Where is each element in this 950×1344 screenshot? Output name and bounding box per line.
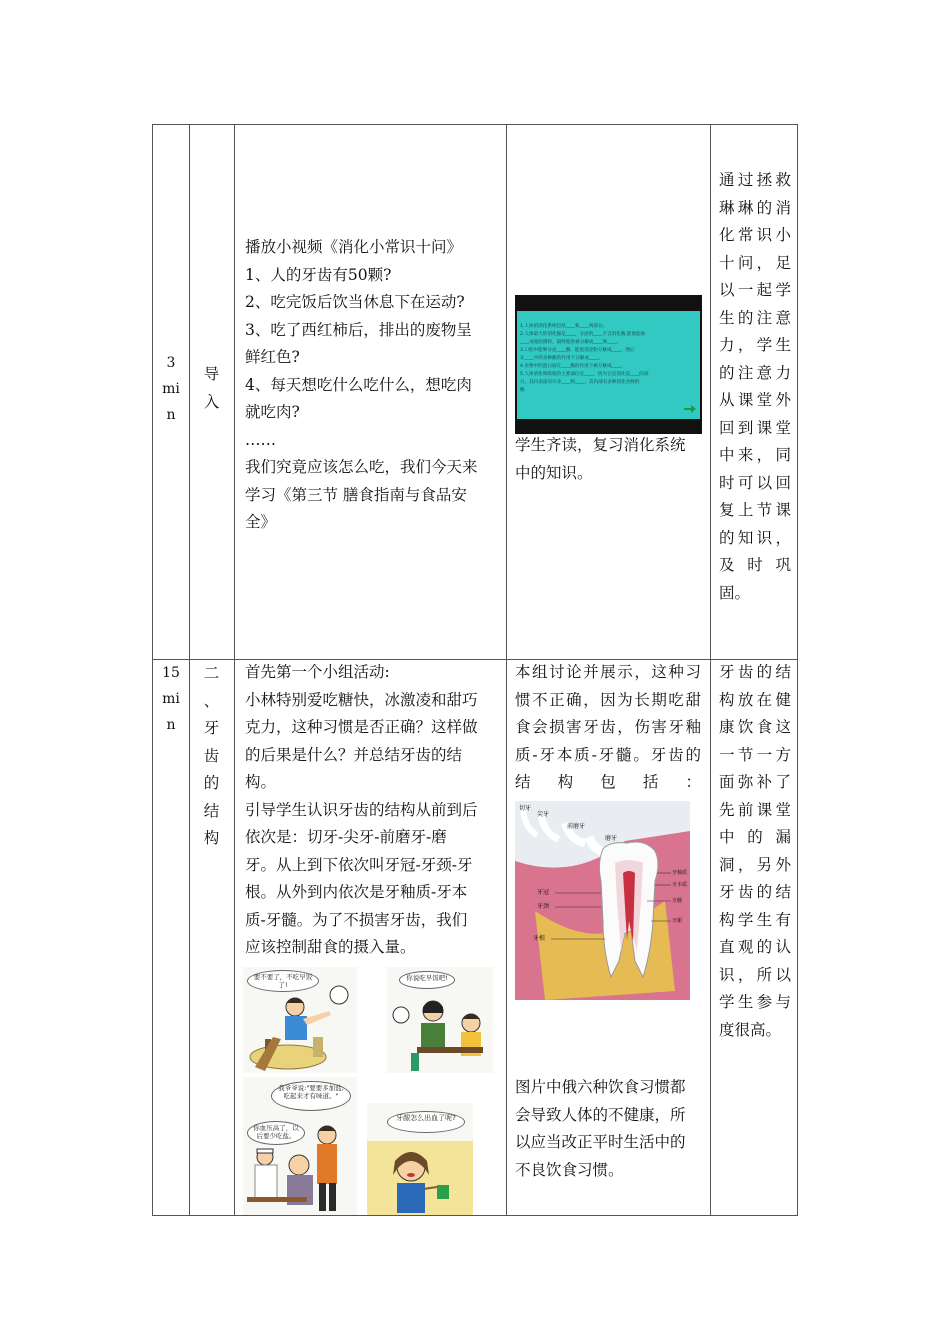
- row1-teacher-cell: [245, 234, 507, 537]
- intent-line: 琳琳的消: [719, 198, 791, 217]
- student-line: 食会损害牙齿，伤害牙釉: [515, 718, 701, 736]
- column-divider: [234, 125, 235, 1215]
- review-slide-image: [515, 295, 702, 434]
- tooth-label: 牙釉质: [672, 870, 688, 876]
- intent-line: 固。: [719, 583, 751, 602]
- time-text: mi: [162, 381, 180, 397]
- intent-line: 生的注意: [719, 308, 791, 327]
- student-line: 学生齐读，复习消化系统: [515, 436, 686, 454]
- tooth-label: 牙本质: [672, 882, 688, 888]
- intent-line: 构学生有: [719, 910, 791, 929]
- step-text: 入: [203, 392, 220, 411]
- tooth-label: 切牙: [519, 805, 532, 812]
- speech-bubble: 我爷爷说:"要要多加盐,吃起来才有味道。": [271, 1081, 351, 1111]
- teacher-line: 全》: [245, 513, 277, 531]
- intent-line: 牙齿的结: [719, 883, 791, 901]
- tooth-label: 牙颈: [537, 903, 550, 910]
- tooth-label: 牙髓: [672, 898, 683, 904]
- time-text: mi: [162, 691, 180, 707]
- row2-time-cell: [153, 660, 189, 738]
- row2-student-cell: [515, 659, 701, 797]
- teacher-line: 2、吃完饭后饮当休息下在运动?: [245, 293, 465, 311]
- cartoon-eat-breakfast: [387, 967, 493, 1073]
- speech-bubble: 你血压高了，以后要少吃盐。: [247, 1121, 305, 1145]
- cartoon-bleeding-gums: [367, 1103, 473, 1215]
- teacher-line: 构。: [245, 773, 277, 791]
- time-text: 15: [162, 665, 180, 681]
- student-line: 结 构 包 括 ：: [515, 773, 701, 791]
- slide-line: 3.口腔中能够分泌____酶，能促进淀粉分解成____，然后: [520, 348, 635, 353]
- step-text: 、: [203, 691, 220, 710]
- row2-intent-cell: [719, 659, 791, 1044]
- teacher-line: 的后果是什么？并总结牙齿的结: [245, 745, 463, 764]
- intent-line: 中 的 漏: [719, 828, 791, 846]
- intent-line: 一节一方: [719, 745, 791, 764]
- teacher-line: 4、每天想吃什么吃什么，想吃肉: [245, 375, 472, 394]
- step-text: 牙: [203, 719, 220, 737]
- slide-line: ____成脂肪微粒，最终脂肪被分解成____和____。: [520, 340, 622, 345]
- student-line: 惯不正确，因为长期吃甜: [515, 690, 701, 709]
- step-text: 齿: [203, 746, 220, 765]
- teacher-line: 引导学生认识牙齿的结构从前到后: [245, 800, 478, 819]
- slide-line: 5.人体消化和吸收的主要部位是____，因为它是消化道____的部: [520, 372, 649, 377]
- cartoon-figures-icon: [367, 1103, 473, 1215]
- intent-line: 以一起学: [719, 281, 791, 299]
- intent-line: 力，学生: [719, 336, 791, 354]
- teacher-line: 鲜红色?: [245, 348, 300, 366]
- next-arrow-icon: [684, 405, 696, 413]
- teacher-line: 应该控制甜食的摄入量。: [245, 938, 416, 956]
- intent-line: 康饮食这: [719, 718, 791, 736]
- student-line: 中的知识。: [515, 463, 593, 482]
- intent-line: 洞，另外: [719, 855, 791, 874]
- cartoon-figures-icon: [243, 1077, 357, 1215]
- time-text: n: [166, 407, 176, 423]
- teacher-line: ……: [245, 430, 276, 449]
- intent-line: 牙齿的结: [719, 663, 791, 681]
- intent-line: 中来，同: [719, 446, 791, 464]
- step-text: 结: [203, 801, 220, 820]
- teacher-line: 首先第一个小组活动:: [245, 663, 390, 681]
- teacher-line: 依次是：切牙-尖牙-前磨牙-磨: [245, 828, 447, 846]
- step-text: 的: [203, 774, 220, 792]
- slide-body: [517, 311, 700, 419]
- row2-step-cell: [189, 660, 234, 853]
- lesson-plan-table: [152, 124, 798, 1216]
- teacher-line: 1、人的牙齿有50颗?: [245, 265, 392, 284]
- tooth-label: 尖牙: [537, 811, 550, 818]
- teacher-line: 学习《第三节 膳食指南与食品安: [245, 485, 467, 504]
- student-line: 质-牙本质-牙髓。牙齿的: [515, 745, 701, 764]
- teacher-line: 播放小视频《消化小常识十问》: [245, 238, 463, 256]
- time-text: 3: [166, 355, 176, 371]
- cartoon-skip-breakfast: [243, 967, 357, 1073]
- intent-line: 构放在健: [719, 690, 791, 709]
- student-line: 图片中俄六种饮食习惯都: [515, 1078, 686, 1096]
- intent-line: 复上节课: [719, 501, 791, 519]
- teacher-line: 3、吃了西红柿后，排出的废物呈: [245, 320, 472, 339]
- time-text: n: [166, 717, 176, 733]
- teacher-line: 小林特别爱吃糖快，冰激凌和甜巧: [245, 690, 478, 709]
- tooth-structure-diagram: [515, 801, 690, 1000]
- intent-line: 通过拯救: [719, 171, 791, 189]
- intent-line: 的注意力: [719, 363, 791, 382]
- row1-intent-cell: [719, 167, 791, 607]
- row2-teacher-cell: [245, 659, 507, 962]
- student-line: 不良饮食习惯。: [515, 1160, 624, 1179]
- teacher-line: 牙。从上到下依次叫牙冠-牙颈-牙: [245, 855, 473, 874]
- row1-time-cell: [153, 350, 189, 428]
- intent-line: 先前课堂: [719, 800, 791, 819]
- teacher-line: 质-牙髓。为了不损害牙齿，我们: [245, 910, 468, 929]
- cartoon-salt-intake: [243, 1077, 357, 1215]
- speech-bubble: 要不要了，不吃早饭了!: [247, 970, 319, 992]
- intent-line: 度很高。: [719, 1020, 782, 1039]
- teacher-line: 克力，这种习惯是否正确？这样做: [245, 718, 478, 736]
- step-text: 导: [203, 365, 220, 383]
- tooth-label: 前磨牙: [567, 823, 586, 830]
- intent-line: 直观的认: [719, 938, 791, 956]
- intent-line: 从课堂外: [719, 391, 791, 409]
- cartoon-figures-icon: [243, 967, 357, 1073]
- row1-student-cell: [515, 432, 711, 487]
- row2-student-cell-2: [515, 1074, 711, 1184]
- tooth-label: 牙龈: [672, 918, 683, 924]
- tooth-label: 牙冠: [537, 889, 550, 896]
- row1-step-cell: [189, 361, 234, 416]
- intent-line: 面弥补了: [719, 773, 791, 791]
- cartoon-figures-icon: [387, 967, 493, 1073]
- intent-line: 时可以回: [719, 473, 791, 492]
- tooth-label: 牙根: [533, 935, 546, 942]
- slide-line: 4.食物中的蛋白质在____酶的作用下被分解成____。: [520, 364, 626, 369]
- student-line: 本组讨论并展示，这种习: [515, 663, 701, 681]
- student-line: 以应当改正平时生活中的: [515, 1133, 686, 1151]
- step-text: 构: [203, 829, 220, 847]
- slide-line: 酶: [520, 388, 525, 393]
- speech-bubble: 牙龈怎么出血了呢?: [387, 1111, 465, 1133]
- teacher-line: 我们究竟应该怎么吃，我们今天来: [245, 458, 478, 476]
- teacher-line: 根。从外到内依次是牙釉质-牙本: [245, 883, 468, 901]
- student-line: 会导致人体的不健康，所: [515, 1105, 686, 1124]
- intent-line: 十问，足: [719, 253, 791, 272]
- tooth-label: 磨牙: [605, 835, 618, 842]
- intent-line: 识，所以: [719, 965, 791, 984]
- intent-line: 及 时 巩: [719, 556, 791, 574]
- column-divider: [710, 125, 711, 1215]
- step-text: 二: [203, 664, 220, 682]
- slide-line: 在____中的多种酶的作用下分解成____。: [520, 356, 603, 361]
- intent-line: 回到课堂: [719, 418, 791, 437]
- intent-line: 的知识，: [719, 528, 791, 547]
- slide-line: 1.人体的消化系统包括____和____两部分。: [520, 324, 608, 329]
- intent-line: 学生参与: [719, 993, 791, 1011]
- slide-line: 分，其内表面有许多____和____，其内部有多种消化食物的: [520, 380, 640, 385]
- teacher-line: 就吃肉?: [245, 403, 300, 421]
- speech-bubble: 你说吃早饭吧!: [399, 971, 455, 989]
- slide-line: 2.人体最大的消化腺是____，分泌的____不含消化酶,能使脂肪: [520, 332, 646, 337]
- intent-line: 化常识小: [719, 226, 791, 244]
